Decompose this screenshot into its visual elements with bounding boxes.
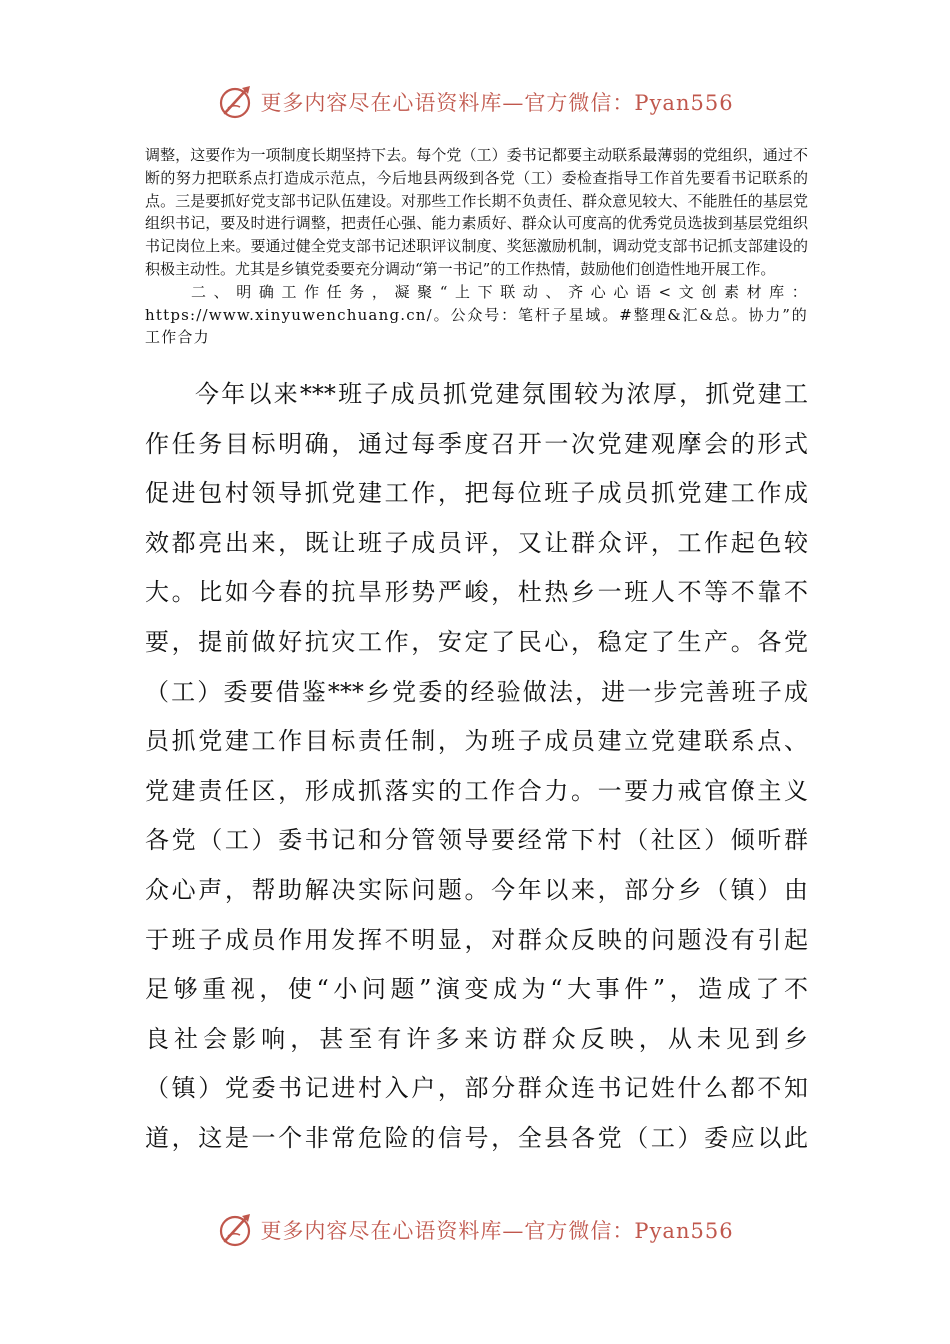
watermark-banner-top (0, 80, 950, 124)
large-text-block (145, 370, 808, 1164)
watermark-banner-bottom (0, 1208, 950, 1252)
body-line: 大。比如今春的抗旱形势严峻，杜热乡一班人不等不靠不 (145, 578, 808, 607)
watermark-text-bottom: 更多内容尽在心语资料库—官方微信：Pyan556 (260, 1219, 734, 1243)
body-line: 党建责任区，形成抓落实的工作合力。一要力戒官僚主义 (145, 776, 808, 805)
body-line: 足够重视，使“小问题”演变成为“大事件”，造成了不 (145, 975, 808, 1004)
body-line: 良社会影响，甚至有许多来访群众反映，从未见到乡 (145, 1024, 808, 1053)
body-line: 于班子成员作用发挥不明显，对群众反映的问题没有引起 (145, 925, 808, 954)
paragraph-continuation: 调整，这要作为一项制度长期坚持下去。每个党（工）委书记都要主动联系最薄弱的党组织，通过不断的努力把联系点打造成示范点，今后地县两级到各党（工）委检查指导工作首先要看书记联系的点。三是要抓好党支部书记队伍建设。对那些工作长期不负责任、群众意见较大、不能胜任的基层党组织书记，要及时进行调整，把责任心强、能力素质好、群众认可度高的优秀党员选拔到基层党组织书记岗位上来。要通过健全党支部书记述职评议制度、奖惩激励机制，调动党支部书记抓支部建设的积极主动性。尤其是乡镇党委要充分调动“第一书记”的工作热情，鼓励他们创造性地开展工作。 (145, 146, 808, 278)
body-line: 众心声，帮助解决实际问题。今年以来，部分乡（镇）由 (145, 875, 808, 904)
section-heading-2: 二、明确工作任务，凝聚“上下联动、齐心心语<文创素材库：https://www.xinyuwenchuang.cn/。公众号：笔杆子星域。#整理&汇&总。协力”的工作合力 (145, 282, 808, 347)
pen-logo-icon (216, 1210, 256, 1250)
body-line: 员抓党建工作目标责任制，为班子成员建立党建联系点、 (145, 727, 808, 756)
body-line: 作任务目标明确，通过每季度召开一次党建观摩会的形式 (145, 429, 808, 458)
body-line: （镇）党委书记进村入户，部分群众连书记姓什么都不知 (145, 1074, 808, 1103)
body-line: （工）委要借鉴***乡党委的经验做法，进一步完善班子成 (145, 677, 808, 706)
body-line: 道，这是一个非常危险的信号，全县各党（工）委应以此 (145, 1123, 808, 1152)
body-line: 要，提前做好抗灾工作，安定了民心，稳定了生产。各党 (145, 627, 808, 656)
body-line: 今年以来***班子成员抓党建氛围较为浓厚，抓党建工 (195, 380, 808, 408)
body-line: 各党（工）委书记和分管领导要经常下村（社区）倾听群 (145, 826, 808, 855)
small-text-block (145, 144, 808, 349)
watermark-text-top: 更多内容尽在心语资料库—官方微信：Pyan556 (260, 91, 734, 115)
body-line: 促进包村领导抓党建工作，把每位班子成员抓党建工作成 (145, 479, 808, 508)
pen-logo-icon (216, 82, 256, 122)
body-line: 效都亮出来，既让班子成员评，又让群众评，工作起色较 (145, 528, 808, 557)
